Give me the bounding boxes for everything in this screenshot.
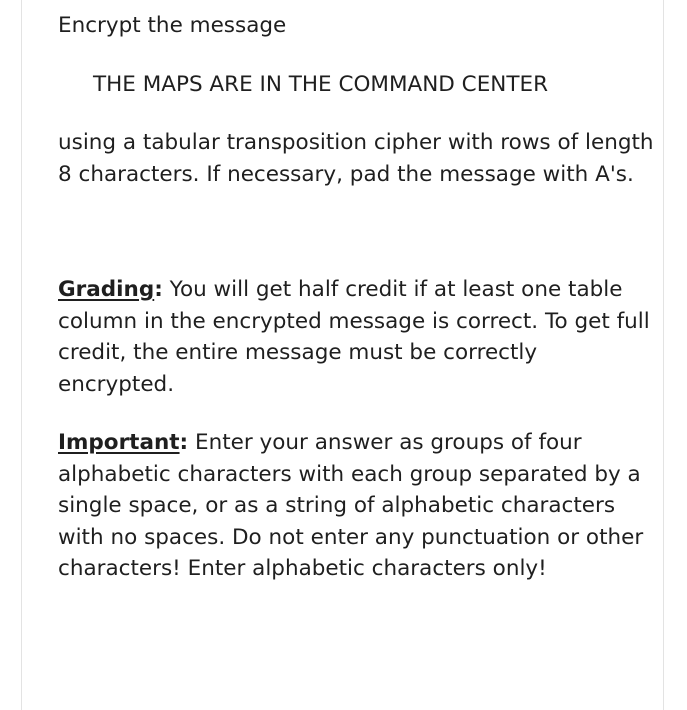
grading-note bbox=[58, 274, 658, 400]
question-content bbox=[58, 10, 658, 585]
plaintext-message: THE MAPS ARE IN THE COMMAND CENTER bbox=[93, 71, 549, 97]
grading-label: Grading bbox=[58, 277, 155, 302]
grading-colon: : bbox=[154, 277, 163, 302]
important-text: Enter your answer as groups of four alphabetic characters with each group separated by a single space, or as a string of alphabetic characters with no spaces. Do not enter any punctuation or other characters! Enter alphabetic characters only! bbox=[58, 430, 644, 581]
cipher-instructions: using a tabular transposition cipher with rows of length 8 characters. If necessary, pad the message with A's. bbox=[58, 130, 654, 187]
grading-text: You will get half credit if at least one table column in the encrypted message is correct. To get full credit, the entire message must be correctly encrypted. bbox=[58, 277, 650, 397]
important-label: Important bbox=[58, 430, 180, 455]
important-note bbox=[58, 427, 658, 585]
question-intro: Encrypt the message bbox=[58, 13, 287, 38]
important-colon: : bbox=[179, 430, 189, 455]
